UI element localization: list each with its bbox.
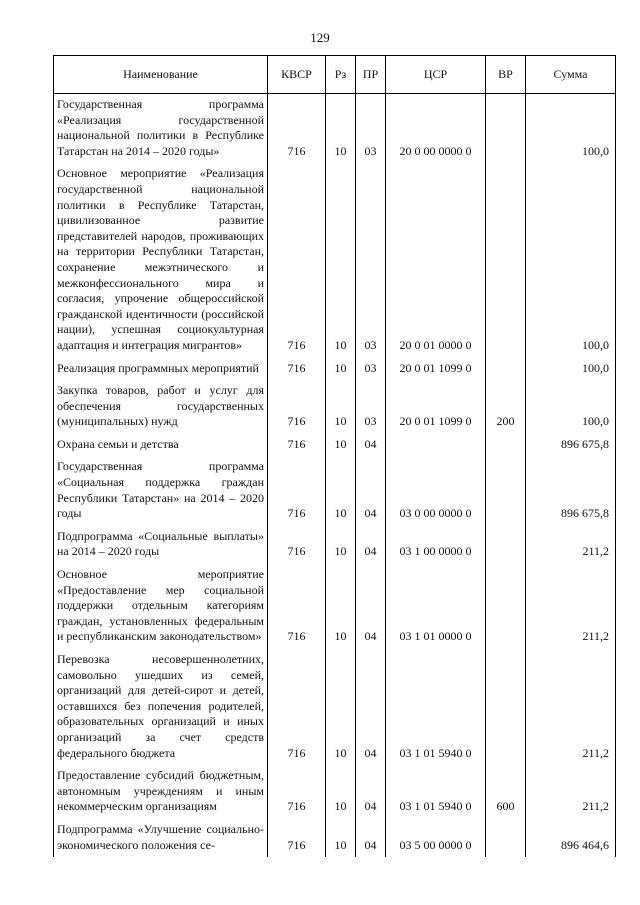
row-rz: 10 bbox=[326, 649, 356, 765]
row-pr: 04 bbox=[356, 434, 386, 457]
row-name: Охрана семьи и детства bbox=[54, 434, 268, 457]
table-row bbox=[54, 434, 616, 457]
row-rz: 10 bbox=[326, 819, 356, 857]
row-vr bbox=[486, 94, 526, 164]
header-vr: ВР bbox=[486, 56, 526, 94]
row-sum: 896 464,6 bbox=[526, 819, 616, 857]
row-kvsr: 716 bbox=[268, 456, 326, 525]
table-row bbox=[54, 94, 616, 164]
row-csr bbox=[386, 434, 486, 457]
row-rz: 10 bbox=[326, 94, 356, 164]
row-kvsr: 716 bbox=[268, 564, 326, 649]
row-pr: 03 bbox=[356, 163, 386, 357]
row-rz: 10 bbox=[326, 163, 356, 357]
table-row bbox=[54, 765, 616, 819]
row-sum: 100,0 bbox=[526, 94, 616, 164]
row-pr: 03 bbox=[356, 358, 386, 381]
row-kvsr: 716 bbox=[268, 649, 326, 765]
row-csr: 20 0 01 0000 0 bbox=[386, 163, 486, 357]
row-kvsr: 716 bbox=[268, 765, 326, 819]
row-csr: 03 0 00 0000 0 bbox=[386, 456, 486, 525]
row-kvsr: 716 bbox=[268, 819, 326, 857]
row-name: Закупка товаров, работ и услуг для обеспечения государственных (муниципальных) нужд bbox=[54, 380, 268, 434]
table-header bbox=[54, 56, 616, 94]
table-row bbox=[54, 526, 616, 564]
row-pr: 04 bbox=[356, 765, 386, 819]
row-sum: 211,2 bbox=[526, 564, 616, 649]
row-kvsr: 716 bbox=[268, 163, 326, 357]
row-kvsr: 716 bbox=[268, 526, 326, 564]
row-pr: 04 bbox=[356, 564, 386, 649]
row-csr: 20 0 01 1099 0 bbox=[386, 380, 486, 434]
row-sum: 211,2 bbox=[526, 765, 616, 819]
row-rz: 10 bbox=[326, 358, 356, 381]
row-name: Основное мероприятие «Предоставление мер социальной поддержки отдельным категориям граждан, установленных федеральным и республиканским законодательством» bbox=[54, 564, 268, 649]
row-vr bbox=[486, 434, 526, 457]
row-vr: 600 bbox=[486, 765, 526, 819]
row-name: Подпрограмма «Социальные выплаты» на 2014 – 2020 годы bbox=[54, 526, 268, 564]
row-name: Подпрограмма «Улучшение социально-экономического положения се- bbox=[54, 819, 268, 857]
row-vr bbox=[486, 819, 526, 857]
row-sum: 896 675,8 bbox=[526, 456, 616, 525]
row-kvsr: 716 bbox=[268, 434, 326, 457]
row-rz: 10 bbox=[326, 380, 356, 434]
header-sum: Сумма bbox=[526, 56, 616, 94]
row-pr: 03 bbox=[356, 380, 386, 434]
page-number: 129 bbox=[310, 30, 330, 45]
row-csr: 03 5 00 0000 0 bbox=[386, 819, 486, 857]
table-row bbox=[54, 163, 616, 357]
row-csr: 03 1 00 0000 0 bbox=[386, 526, 486, 564]
table-row bbox=[54, 380, 616, 434]
header-csr: ЦСР bbox=[386, 56, 486, 94]
row-pr: 04 bbox=[356, 649, 386, 765]
row-sum: 211,2 bbox=[526, 526, 616, 564]
row-rz: 10 bbox=[326, 765, 356, 819]
table-row bbox=[54, 358, 616, 381]
row-vr bbox=[486, 564, 526, 649]
row-sum: 100,0 bbox=[526, 163, 616, 357]
row-vr bbox=[486, 649, 526, 765]
table-row bbox=[54, 649, 616, 765]
row-pr: 03 bbox=[356, 94, 386, 164]
row-name: Государственная программа «Реализация государственной национальной политики в Республике Татарстан на 2014 – 2020 годы» bbox=[54, 94, 268, 164]
table-row bbox=[54, 564, 616, 649]
row-csr: 03 1 01 0000 0 bbox=[386, 564, 486, 649]
row-vr bbox=[486, 456, 526, 525]
row-sum: 100,0 bbox=[526, 380, 616, 434]
row-kvsr: 716 bbox=[268, 94, 326, 164]
row-name: Предоставление субсидий бюджетным, автономным учреждениям и иным некоммерческим организациям bbox=[54, 765, 268, 819]
row-kvsr: 716 bbox=[268, 358, 326, 381]
header-kvsr: КВСР bbox=[268, 56, 326, 94]
row-vr bbox=[486, 358, 526, 381]
row-pr: 04 bbox=[356, 456, 386, 525]
row-name: Основное мероприятие «Реализация государственной национальной политики в Республике Татарстан, цивилизованное развитие представителей народов, проживающих на территории Республики Татарстан, сохранение межэтнического и межконфессионального мира и согласия, упрочение общероссийской гражданской идентичности (российской нации), успешная социокультурная адаптация и интеграция мигрантов» bbox=[54, 163, 268, 357]
row-sum: 100,0 bbox=[526, 358, 616, 381]
row-rz: 10 bbox=[326, 564, 356, 649]
row-name: Перевозка несовершеннолетних, самовольно ушедших из семей, организаций для детей-сирот и детей, оставшихся без попечения родителей, образовательных организаций и иных организаций за счет средств федерального бюджета bbox=[54, 649, 268, 765]
row-csr: 20 0 01 1099 0 bbox=[386, 358, 486, 381]
row-vr bbox=[486, 163, 526, 357]
row-sum: 896 675,8 bbox=[526, 434, 616, 457]
row-csr: 03 1 01 5940 0 bbox=[386, 649, 486, 765]
row-rz: 10 bbox=[326, 434, 356, 457]
row-kvsr: 716 bbox=[268, 380, 326, 434]
table-row bbox=[54, 819, 616, 857]
row-name: Реализация программных мероприятий bbox=[54, 358, 268, 381]
row-sum: 211,2 bbox=[526, 649, 616, 765]
table-row bbox=[54, 456, 616, 525]
row-rz: 10 bbox=[326, 456, 356, 525]
budget-table bbox=[53, 55, 616, 857]
row-rz: 10 bbox=[326, 526, 356, 564]
header-name: Наименование bbox=[54, 56, 268, 94]
table-body bbox=[54, 94, 616, 858]
row-csr: 03 1 01 5940 0 bbox=[386, 765, 486, 819]
header-pr: ПР bbox=[356, 56, 386, 94]
row-csr: 20 0 00 0000 0 bbox=[386, 94, 486, 164]
row-pr: 04 bbox=[356, 526, 386, 564]
row-pr: 04 bbox=[356, 819, 386, 857]
row-name: Государственная программа «Социальная поддержка граждан Республики Татарстан» на 2014 – 2020 годы bbox=[54, 456, 268, 525]
row-vr: 200 bbox=[486, 380, 526, 434]
header-rz: Рз bbox=[326, 56, 356, 94]
row-vr bbox=[486, 526, 526, 564]
